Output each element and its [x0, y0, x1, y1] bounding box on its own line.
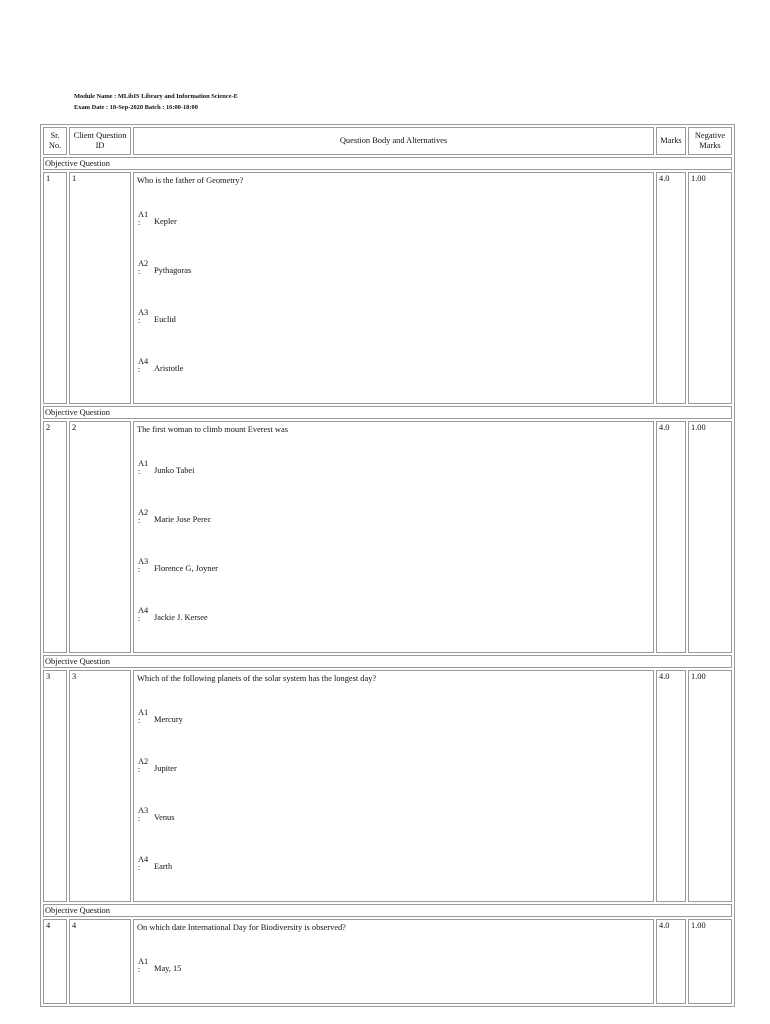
marks-value: 4.0	[656, 172, 686, 404]
question-body	[133, 670, 654, 902]
question-body	[133, 172, 654, 404]
alternative-label: A2 :	[138, 259, 149, 276]
serial-number: 4	[43, 919, 67, 1004]
alternative-text: Marie Jose Perec	[154, 515, 212, 524]
alternative-text: Mercury	[154, 715, 183, 724]
alternative	[137, 752, 650, 801]
alternative	[137, 352, 650, 401]
table-header-row	[43, 127, 732, 155]
negative-marks-value: 1.00	[688, 670, 732, 902]
question-body	[133, 421, 654, 653]
alternative	[137, 503, 650, 552]
header-negative-marks: Negative Marks	[688, 127, 732, 155]
alternative-label: A1 :	[138, 957, 149, 974]
alternative	[137, 254, 650, 303]
question-text: Who is the father of Geometry?	[137, 176, 244, 185]
alternative-label: A3 :	[138, 806, 149, 823]
client-question-id: 3	[69, 670, 131, 902]
section-label: Objective Question	[43, 157, 732, 170]
exam-meta	[74, 91, 238, 113]
negative-marks-value: 1.00	[688, 919, 732, 1004]
question-text: Which of the following planets of the solar system has the longest day?	[137, 674, 377, 683]
section-row	[43, 406, 732, 419]
section-row	[43, 157, 732, 170]
alternative-text: Pythagoras	[154, 266, 192, 275]
question-row	[43, 421, 732, 653]
section-label: Objective Question	[43, 904, 732, 917]
alternative-text: Aristotle	[154, 364, 184, 373]
serial-number: 1	[43, 172, 67, 404]
alternative	[137, 801, 650, 850]
header-marks: Marks	[656, 127, 686, 155]
header-sr-no: Sr. No.	[43, 127, 67, 155]
question-text: On which date International Day for Biodiversity is observed?	[137, 923, 346, 932]
negative-marks-value: 1.00	[688, 421, 732, 653]
alternative-text: Venus	[154, 813, 175, 822]
alternative-label: A2 :	[138, 508, 149, 525]
alternative-label: A4 :	[138, 855, 149, 872]
alternative	[137, 552, 650, 601]
serial-number: 3	[43, 670, 67, 902]
question-text: The first woman to climb mount Everest was	[137, 425, 288, 434]
question-body	[133, 919, 654, 1004]
question-table	[40, 124, 735, 1007]
alternative-label: A2 :	[138, 757, 149, 774]
question-row	[43, 172, 732, 404]
alternative-label: A4 :	[138, 357, 149, 374]
question-row	[43, 919, 732, 1004]
marks-value: 4.0	[656, 919, 686, 1004]
alternative	[137, 205, 650, 254]
section-label: Objective Question	[43, 655, 732, 668]
section-row	[43, 904, 732, 917]
module-name: Module Name : MLibIS Library and Information Science-E	[74, 93, 238, 100]
section-row	[43, 655, 732, 668]
alternative	[137, 703, 650, 752]
alternative	[137, 850, 650, 899]
client-question-id: 1	[69, 172, 131, 404]
client-question-id: 2	[69, 421, 131, 653]
alternative-label: A1 :	[138, 210, 149, 227]
alternative-text: May, 15	[154, 964, 182, 973]
alternative	[137, 601, 650, 650]
alternative	[137, 454, 650, 503]
marks-value: 4.0	[656, 421, 686, 653]
alternative-label: A3 :	[138, 557, 149, 574]
marks-value: 4.0	[656, 670, 686, 902]
alternative-label: A4 :	[138, 606, 149, 623]
alternative	[137, 303, 650, 352]
question-row	[43, 670, 732, 902]
alternative-text: Euclid	[154, 315, 176, 324]
alternative	[137, 952, 650, 1001]
header-client-question-id: Client Question ID	[69, 127, 131, 155]
alternative-text: Jupiter	[154, 764, 177, 773]
client-question-id: 4	[69, 919, 131, 1004]
alternative-label: A3 :	[138, 308, 149, 325]
negative-marks-value: 1.00	[688, 172, 732, 404]
exam-date-batch: Exam Date : 18-Sep-2020 Batch : 16:00-18:00	[74, 104, 198, 111]
section-label: Objective Question	[43, 406, 732, 419]
alternative-text: Junko Tabei	[154, 466, 195, 475]
alternative-text: Florence G, Joyner	[154, 564, 218, 573]
alternative-text: Kepler	[154, 217, 177, 226]
alternative-text: Earth	[154, 862, 173, 871]
serial-number: 2	[43, 421, 67, 653]
alternative-label: A1 :	[138, 708, 149, 725]
header-question-body: Question Body and Alternatives	[133, 127, 654, 155]
alternative-label: A1 :	[138, 459, 149, 476]
alternative-text: Jackie J. Kersee	[154, 613, 208, 622]
